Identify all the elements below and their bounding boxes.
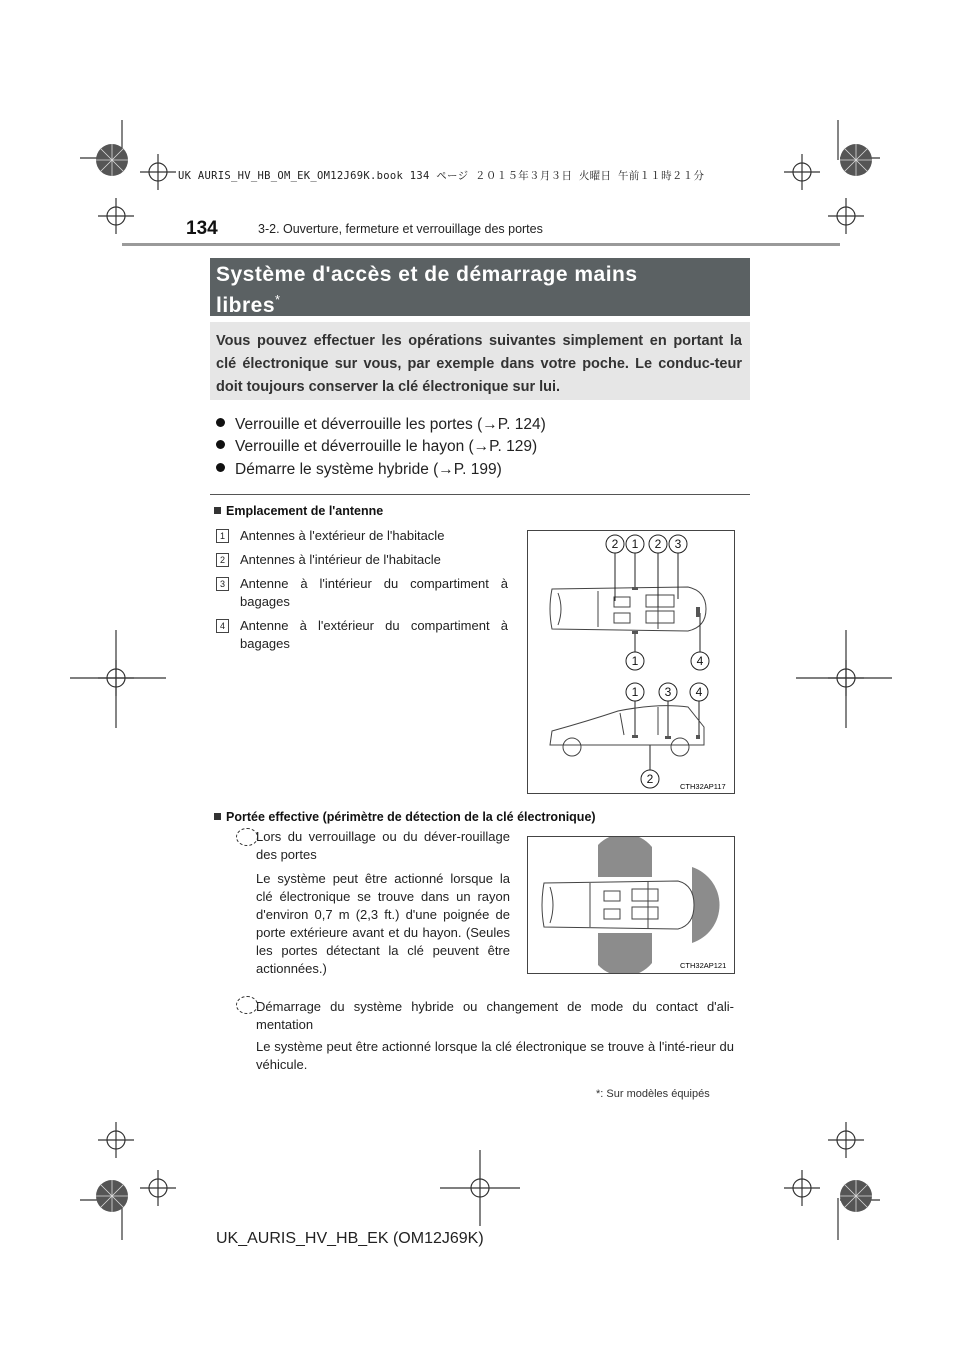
callout-label: 4 xyxy=(695,685,703,699)
callout-label: 2 xyxy=(611,537,619,551)
print-info-header: UK AURIS_HV_HB_OM_EK_OM12J69K.book 134 ページ ２０１５年３月３日 火曜日 午前１１時２１分 xyxy=(178,170,705,182)
range-item-2-text: Le système peut être actionné lorsque la clé électronique se trouve à l'inté-rieur du véhicule. xyxy=(256,1039,734,1072)
bullet-text: Verrouille et déverrouille le hayon (→P. 129) xyxy=(235,438,538,455)
dashed-zone-icon xyxy=(236,996,258,1014)
figure-code: CTH32AP117 xyxy=(680,782,726,791)
header-rule xyxy=(122,243,840,246)
footnote xyxy=(596,1088,710,1100)
number-box: 1 xyxy=(216,529,229,543)
antenna-item xyxy=(216,575,508,611)
footer-doc-id: UK_AURIS_HV_HB_EK (OM12J69K) xyxy=(216,1230,484,1247)
antenna-item xyxy=(216,617,508,653)
title-line-2: libres xyxy=(216,294,276,317)
bullet-icon xyxy=(216,418,225,427)
callout-label: 1 xyxy=(631,685,639,699)
number-box: 4 xyxy=(216,619,229,633)
section-title: 3-2. Ouverture, fermeture et verrouillage des portes xyxy=(258,222,543,236)
antenna-item-text: Antennes à l'extérieur de l'habitacle xyxy=(240,528,445,543)
callout-label: 3 xyxy=(674,537,682,551)
range-heading xyxy=(214,810,596,824)
range-item-2-title: Démarrage du système hybride ou changement de mode du contact d'ali-mentation xyxy=(256,999,734,1032)
antenna-item-text: Antennes à l'intérieur de l'habitacle xyxy=(240,552,441,567)
callout-label: 3 xyxy=(664,685,672,699)
title-line-1: Système d'accès et de démarrage mains xyxy=(216,263,638,286)
bullet-text: Démarre le système hybride (→P. 199) xyxy=(235,461,502,478)
range-item-1-title: Lors du verrouillage ou du déver-rouillage des portes xyxy=(256,829,510,862)
page-title xyxy=(216,262,746,318)
antenna-item xyxy=(216,527,508,545)
intro-text: Vous pouvez effectuer les opérations suivantes simplement en portant la clé électronique sur vous, par exemple dans votre poche. Le conduc-teur doit toujours conserver la clé électronique sur lui. xyxy=(216,333,742,395)
square-bullet-icon xyxy=(214,507,221,514)
section-divider xyxy=(210,494,750,495)
title-asterisk: * xyxy=(275,292,281,307)
detection-range-figure xyxy=(527,836,735,974)
callout-label: 4 xyxy=(696,654,704,668)
range-item-1-text: Le système peut être actionné lorsque la clé électronique se trouve dans un rayon d'environ 0,7 m (2,3 ft.) d'une poignée de porte extérieure avant et du hayon. (Seules les portes détectant la clé peuvent être actionnées.) xyxy=(256,871,510,976)
callout-label: 2 xyxy=(654,537,662,551)
antenna-item-text: Antenne à l'extérieur du compartiment à bagages xyxy=(240,618,508,651)
antenna-diagram xyxy=(528,531,734,793)
callout-label: 2 xyxy=(646,772,654,786)
page-number: 134 xyxy=(186,218,218,239)
footnote-symbol: * xyxy=(596,1088,601,1100)
bullet-item xyxy=(216,438,537,456)
callout-label: 1 xyxy=(631,537,639,551)
figure-code: CTH32AP121 xyxy=(680,961,727,970)
range-heading-text: Portée effective (périmètre de détection de la clé électronique) xyxy=(226,810,596,824)
detection-range-diagram xyxy=(528,837,734,973)
square-bullet-icon xyxy=(214,813,221,820)
bullet-text: Verrouille et déverrouille les portes (→P. 124) xyxy=(235,416,546,433)
antenna-heading xyxy=(214,504,383,518)
bullet-item xyxy=(216,416,546,434)
title-line-2-wrap xyxy=(216,287,746,318)
callout-label: 1 xyxy=(631,654,639,668)
antenna-item-text: Antenne à l'intérieur du compartiment à bagages xyxy=(240,576,508,609)
footnote-text: : Sur modèles équipés xyxy=(600,1088,710,1100)
antenna-heading-text: Emplacement de l'antenne xyxy=(226,504,384,518)
bullet-icon xyxy=(216,463,225,472)
dashed-zone-icon xyxy=(236,828,258,846)
antenna-item xyxy=(216,551,508,569)
number-box: 3 xyxy=(216,577,229,591)
number-box: 2 xyxy=(216,553,229,567)
bullet-icon xyxy=(216,440,225,449)
antenna-location-figure xyxy=(527,530,735,794)
bullet-item xyxy=(216,461,502,479)
